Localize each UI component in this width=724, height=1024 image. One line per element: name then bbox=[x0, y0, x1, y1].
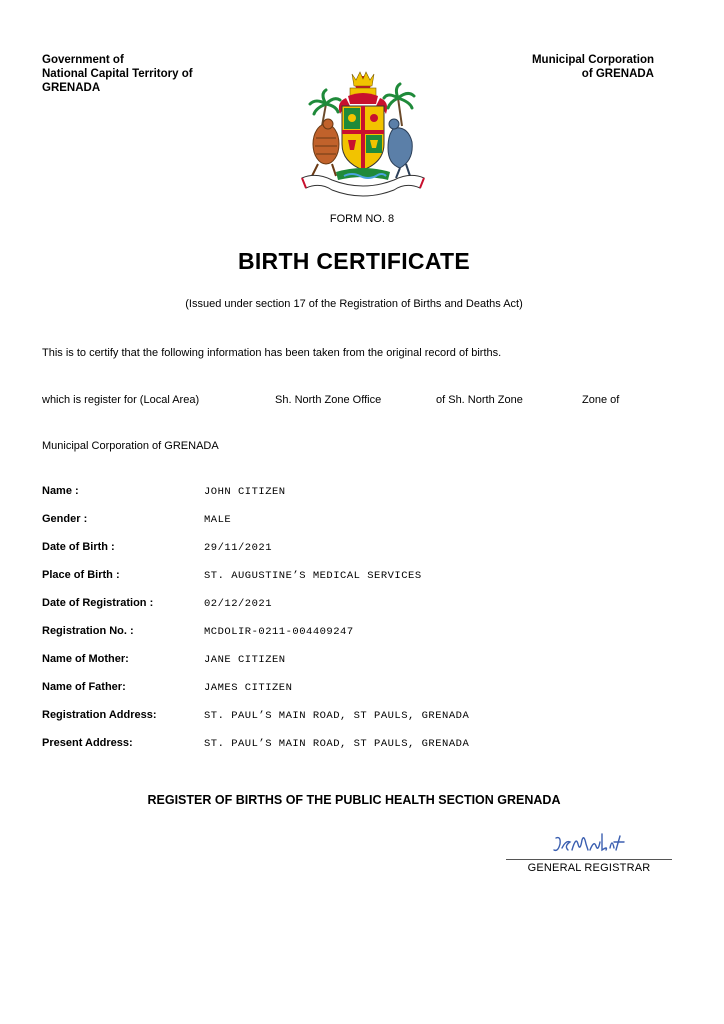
field-value-date-of-registration: 02/12/2021 bbox=[204, 598, 273, 610]
field-value-name: JOHN CITIZEN bbox=[204, 486, 286, 498]
field-value-place-of-birth: ST. AUGUSTINE’S MEDICAL SERVICES bbox=[204, 570, 422, 582]
field-value-registration-no: MCDOLIR-0211-004409247 bbox=[204, 626, 354, 638]
register-title: REGISTER OF BIRTHS OF THE PUBLIC HEALTH SECTION GRENADA bbox=[147, 793, 561, 807]
signature-icon bbox=[548, 830, 628, 856]
field-label-present-address: Present Address: bbox=[42, 737, 133, 749]
field-value-father: JAMES CITIZEN bbox=[204, 682, 293, 694]
form-number: FORM NO. 8 bbox=[329, 213, 395, 225]
field-value-gender: MALE bbox=[204, 514, 232, 526]
issuer-line-3: GRENADA bbox=[42, 82, 101, 94]
field-label-date-of-birth: Date of Birth : bbox=[42, 541, 115, 553]
local-area-zone: of Sh. North Zone bbox=[436, 394, 523, 406]
issuer-government-block bbox=[42, 53, 193, 95]
document-subtitle: (Issued under section 17 of the Registration of Births and Deaths Act) bbox=[185, 298, 523, 310]
coat-of-arms-icon bbox=[296, 68, 430, 200]
field-label-gender: Gender : bbox=[42, 513, 88, 525]
field-value-mother: JANE CITIZEN bbox=[204, 654, 286, 666]
field-label-registration-address: Registration Address: bbox=[42, 709, 157, 721]
field-value-date-of-birth: 29/11/2021 bbox=[204, 542, 273, 554]
field-value-present-address: ST. PAUL’S MAIN ROAD, ST PAULS, GRENADA bbox=[204, 738, 470, 750]
field-label-name: Name : bbox=[42, 485, 79, 497]
field-label-mother: Name of Mother: bbox=[42, 653, 129, 665]
document-title: BIRTH CERTIFICATE bbox=[237, 248, 471, 274]
certify-statement: This is to certify that the following information has been taken from the original record of births. bbox=[42, 347, 502, 359]
issuer-line-2: National Capital Territory of bbox=[42, 68, 193, 80]
issuer-municipal-block bbox=[532, 53, 654, 81]
signature-label: GENERAL REGISTRAR bbox=[527, 862, 651, 874]
field-label-date-of-registration: Date of Registration : bbox=[42, 597, 154, 609]
field-label-registration-no: Registration No. : bbox=[42, 625, 134, 637]
local-area-prefix: which is register for (Local Area) bbox=[42, 394, 200, 406]
signature-line bbox=[506, 859, 672, 860]
local-area-office: Sh. North Zone Office bbox=[275, 394, 382, 406]
municipal-line-1: Municipal Corporation bbox=[531, 54, 654, 66]
field-label-father: Name of Father: bbox=[42, 681, 126, 693]
issuer-line-1: Government of bbox=[42, 54, 124, 66]
local-area-zone-of: Zone of bbox=[582, 394, 620, 406]
municipality-line: Municipal Corporation of GRENADA bbox=[42, 440, 219, 452]
field-label-place-of-birth: Place of Birth : bbox=[42, 569, 120, 581]
field-value-registration-address: ST. PAUL’S MAIN ROAD, ST PAULS, GRENADA bbox=[204, 710, 470, 722]
municipal-line-2: of GRENADA bbox=[581, 68, 654, 80]
